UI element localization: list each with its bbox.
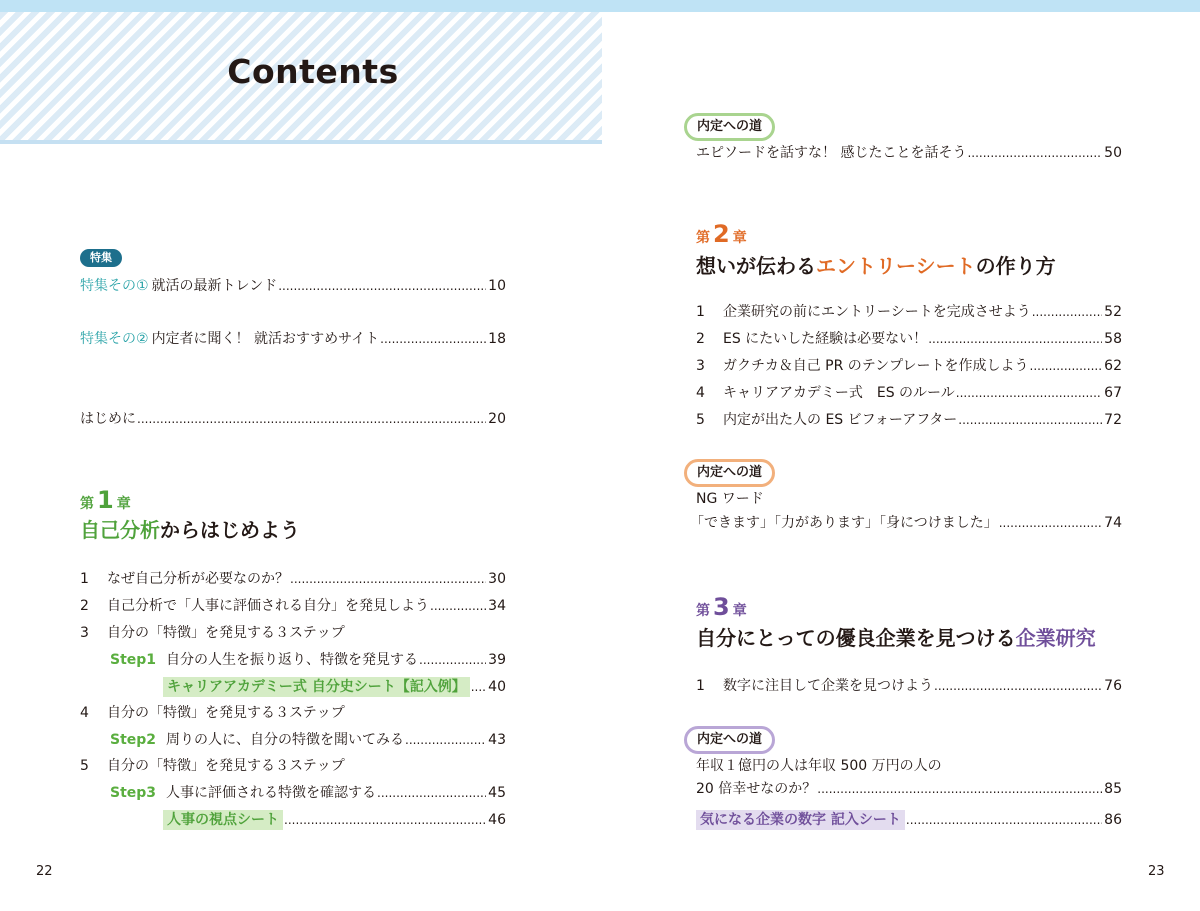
toc-entry-step[interactable]: Step3 人事に評価される特徴を確認する ..... 45 <box>110 783 506 803</box>
toc-entry[interactable]: 4 キャリアアカデミー式 ES のルール ..... 67 <box>696 383 1122 403</box>
toc-entry-label: 就活の最新トレンド <box>151 278 278 294</box>
toc-entry-feature-2[interactable] <box>80 329 506 349</box>
toc-entry[interactable]: 1 数字に注目して企業を見つけよう ..... 76 <box>696 676 1122 696</box>
toc-entry-road-3[interactable]: 20 倍幸せなのか？ ..... 85 <box>696 779 1122 799</box>
toc-entry-intro[interactable] <box>80 409 506 429</box>
chapter-2-title: 想いが伝わるエントリーシートの作り方 <box>696 254 1056 278</box>
road-2-line-1: NG ワード <box>696 491 764 507</box>
sheet-tag: 気になる企業の数字 記入シート <box>696 810 905 830</box>
toc-page-number: 20 <box>488 411 506 427</box>
toc-entry-sheet[interactable]: 気になる企業の数字 記入シート ..... 86 <box>696 810 1122 830</box>
feature-badge: 特集 <box>80 249 122 267</box>
chapter-3-title: 自分にとっての優良企業を見つける企業研究 <box>696 626 1096 650</box>
toc-entry-sheet[interactable]: キャリアアカデミー式 自分史シート【記入例】 ..... 40 <box>163 677 506 697</box>
toc-entry[interactable]: 3 ガクチカ＆自己 PR のテンプレートを作成しよう ..... 62 <box>696 356 1122 376</box>
step-label: Step1 <box>110 652 157 668</box>
leader-dots <box>967 143 1102 163</box>
leader-dots <box>956 383 1102 403</box>
road-badge-1: 内定への道 <box>684 113 775 141</box>
leader-dots <box>419 650 486 670</box>
toc-entry-feature-1[interactable] <box>80 276 506 296</box>
toc-entry[interactable]: 5 自分の「特徴」を発見する３ステップ <box>80 758 345 774</box>
toc-entry[interactable]: 2 自己分析で「人事に評価される自分」を発見しよう ..... 34 <box>80 596 506 616</box>
toc-entry[interactable]: 4 自分の「特徴」を発見する３ステップ <box>80 705 345 721</box>
road-badge-3: 内定への道 <box>684 726 775 754</box>
toc-entry[interactable]: 1 企業研究の前にエントリーシートを完成させよう ..... 52 <box>696 302 1122 322</box>
step-label: Step3 <box>110 785 157 801</box>
leader-dots <box>906 810 1102 830</box>
leader-dots <box>278 276 486 296</box>
leader-dots <box>377 783 486 803</box>
toc-entry[interactable]: 5 内定が出た人の ES ビフォーアフター ..... 72 <box>696 410 1122 430</box>
leader-dots <box>934 676 1102 696</box>
toc-entry[interactable]: 3 自分の「特徴」を発見する３ステップ <box>80 625 345 641</box>
toc-entry-label: 内定者に聞く！ 就活おすすめサイト <box>151 331 380 347</box>
chapter-3-number: 第 3 章 <box>696 593 747 621</box>
leader-dots <box>284 810 486 830</box>
page-number-left: 22 <box>36 864 53 879</box>
leader-dots <box>380 329 486 349</box>
toc-entry-step[interactable]: Step2 周りの人に、自分の特徴を聞いてみる ..... 43 <box>110 730 506 750</box>
leader-dots <box>999 513 1102 533</box>
toc-page-number: 18 <box>488 331 506 347</box>
toc-entry[interactable]: 1 なぜ自己分析が必要なのか？ ..... 30 <box>80 569 506 589</box>
leader-dots <box>958 410 1102 430</box>
page-title: Contents <box>227 52 399 91</box>
feature-prefix: 特集その① <box>80 278 149 294</box>
toc-entry-sheet[interactable]: 人事の視点シート ..... 46 <box>163 810 506 830</box>
leader-dots <box>290 569 486 589</box>
toc-entry-step[interactable]: Step1 自分の人生を振り返り、特徴を発見する ..... 39 <box>110 650 506 670</box>
page-number-right: 23 <box>1148 864 1165 879</box>
toc-entry-road-1[interactable]: エピソードを話すな！ 感じたことを話そう ..... 50 <box>696 143 1122 163</box>
sheet-tag: キャリアアカデミー式 自分史シート【記入例】 <box>163 677 470 697</box>
toc-entry-label: はじめに <box>80 411 136 427</box>
leader-dots <box>1032 302 1102 322</box>
chapter-1-title: 自己分析からはじめよう <box>80 518 300 542</box>
leader-dots <box>405 730 486 750</box>
top-color-bar <box>0 0 1200 12</box>
road-3-line-1: 年収１億円の人は年収 500 万円の人の <box>696 758 942 774</box>
leader-dots <box>137 409 486 429</box>
road-badge-2: 内定への道 <box>684 459 775 487</box>
leader-dots <box>471 677 486 697</box>
leader-dots <box>928 329 1102 349</box>
chapter-2-number: 第 2 章 <box>696 220 747 248</box>
leader-dots <box>430 596 486 616</box>
step-label: Step2 <box>110 732 157 748</box>
leader-dots <box>817 779 1102 799</box>
header-underline <box>0 140 602 144</box>
toc-entry[interactable]: 2 ES にたいした経験は必要ない！ ..... 58 <box>696 329 1122 349</box>
toc-page-number: 10 <box>488 278 506 294</box>
toc-entry-road-2[interactable]: 「できます」「力があります」「身につけました」 ..... 74 <box>690 513 1122 533</box>
sheet-tag: 人事の視点シート <box>163 810 283 830</box>
chapter-1-number: 第 1 章 <box>80 486 131 514</box>
feature-prefix: 特集その② <box>80 331 149 347</box>
leader-dots <box>1030 356 1103 376</box>
